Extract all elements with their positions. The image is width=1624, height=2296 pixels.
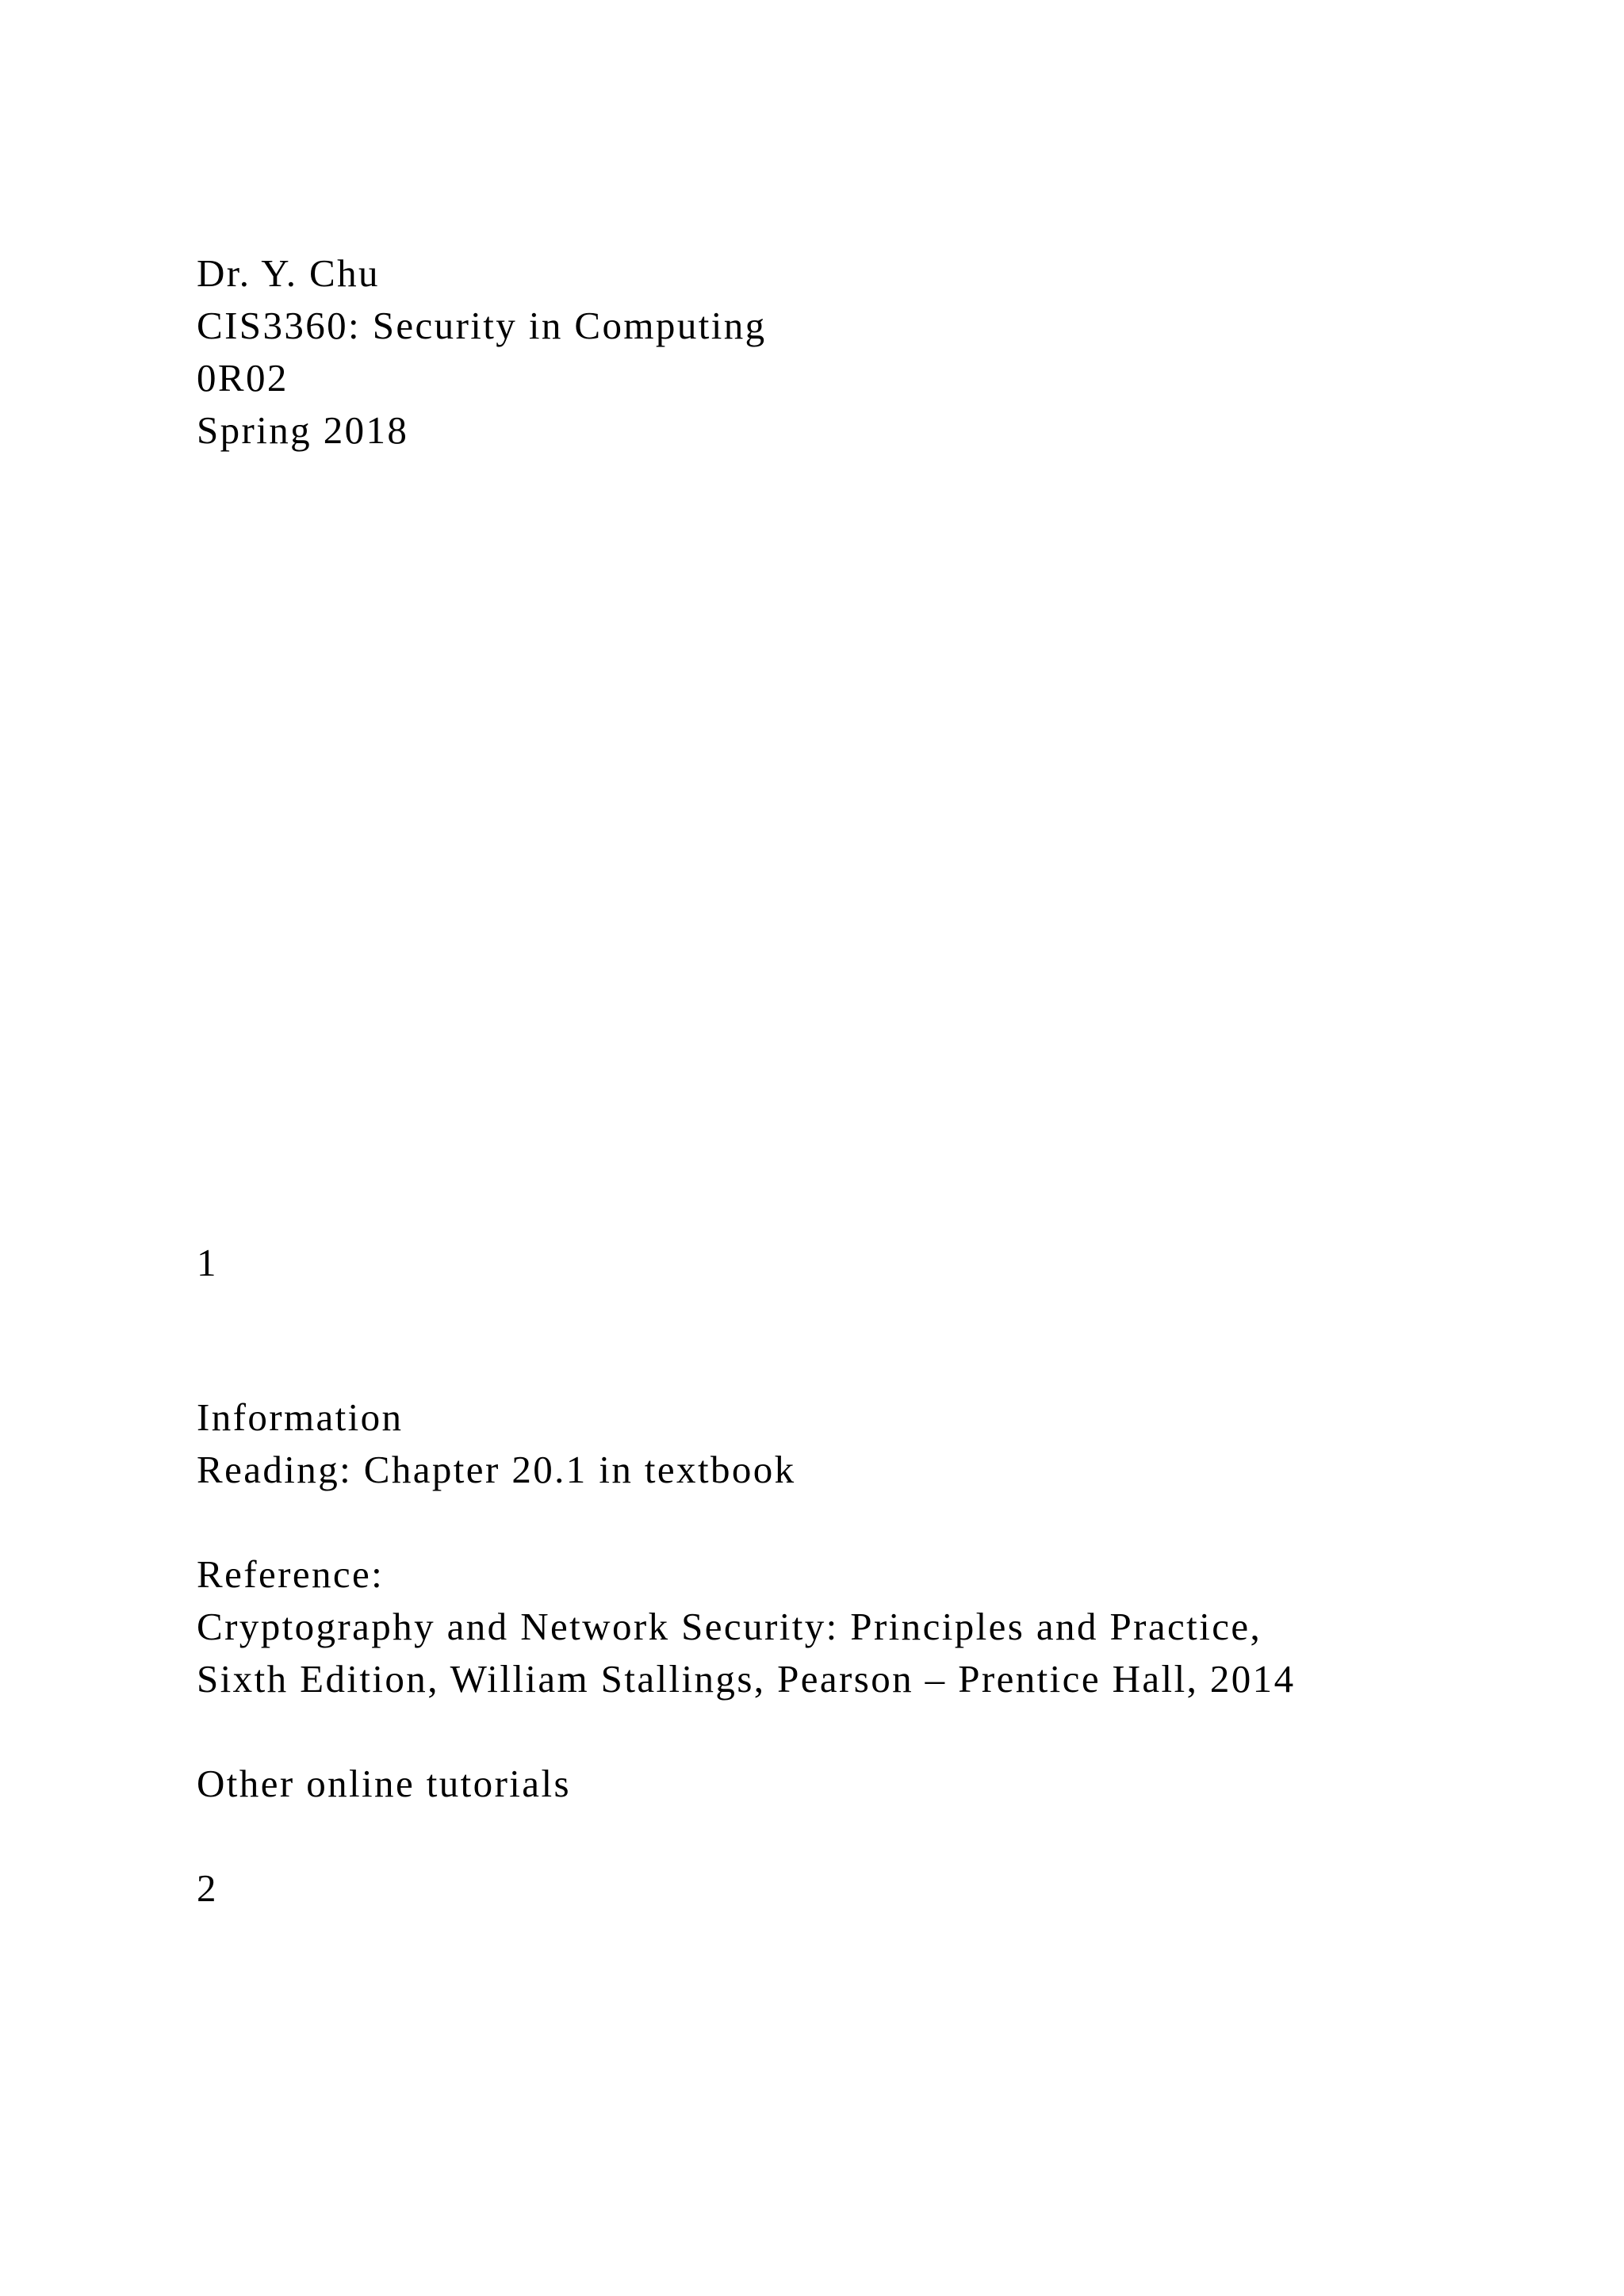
- reference-citation-line-1: Cryptography and Network Security: Principles and Practice,: [197, 1605, 1262, 1648]
- instructor-name: Dr. Y. Chu: [197, 251, 380, 295]
- page-number-1: 1: [197, 1241, 218, 1284]
- course-title: CIS3360: Security in Computing: [197, 304, 767, 347]
- section-code: 0R02: [197, 356, 289, 400]
- reference-citation-line-2: Sixth Edition, William Stallings, Pearson – Prentice Hall, 2014: [197, 1657, 1296, 1701]
- term: Spring 2018: [197, 408, 409, 452]
- reading-assignment: Reading: Chapter 20.1 in textbook: [197, 1448, 796, 1491]
- section-heading: Information: [197, 1395, 404, 1439]
- page-number-2: 2: [197, 1866, 218, 1910]
- other-resources: Other online tutorials: [197, 1762, 571, 1805]
- reference-label: Reference:: [197, 1552, 385, 1596]
